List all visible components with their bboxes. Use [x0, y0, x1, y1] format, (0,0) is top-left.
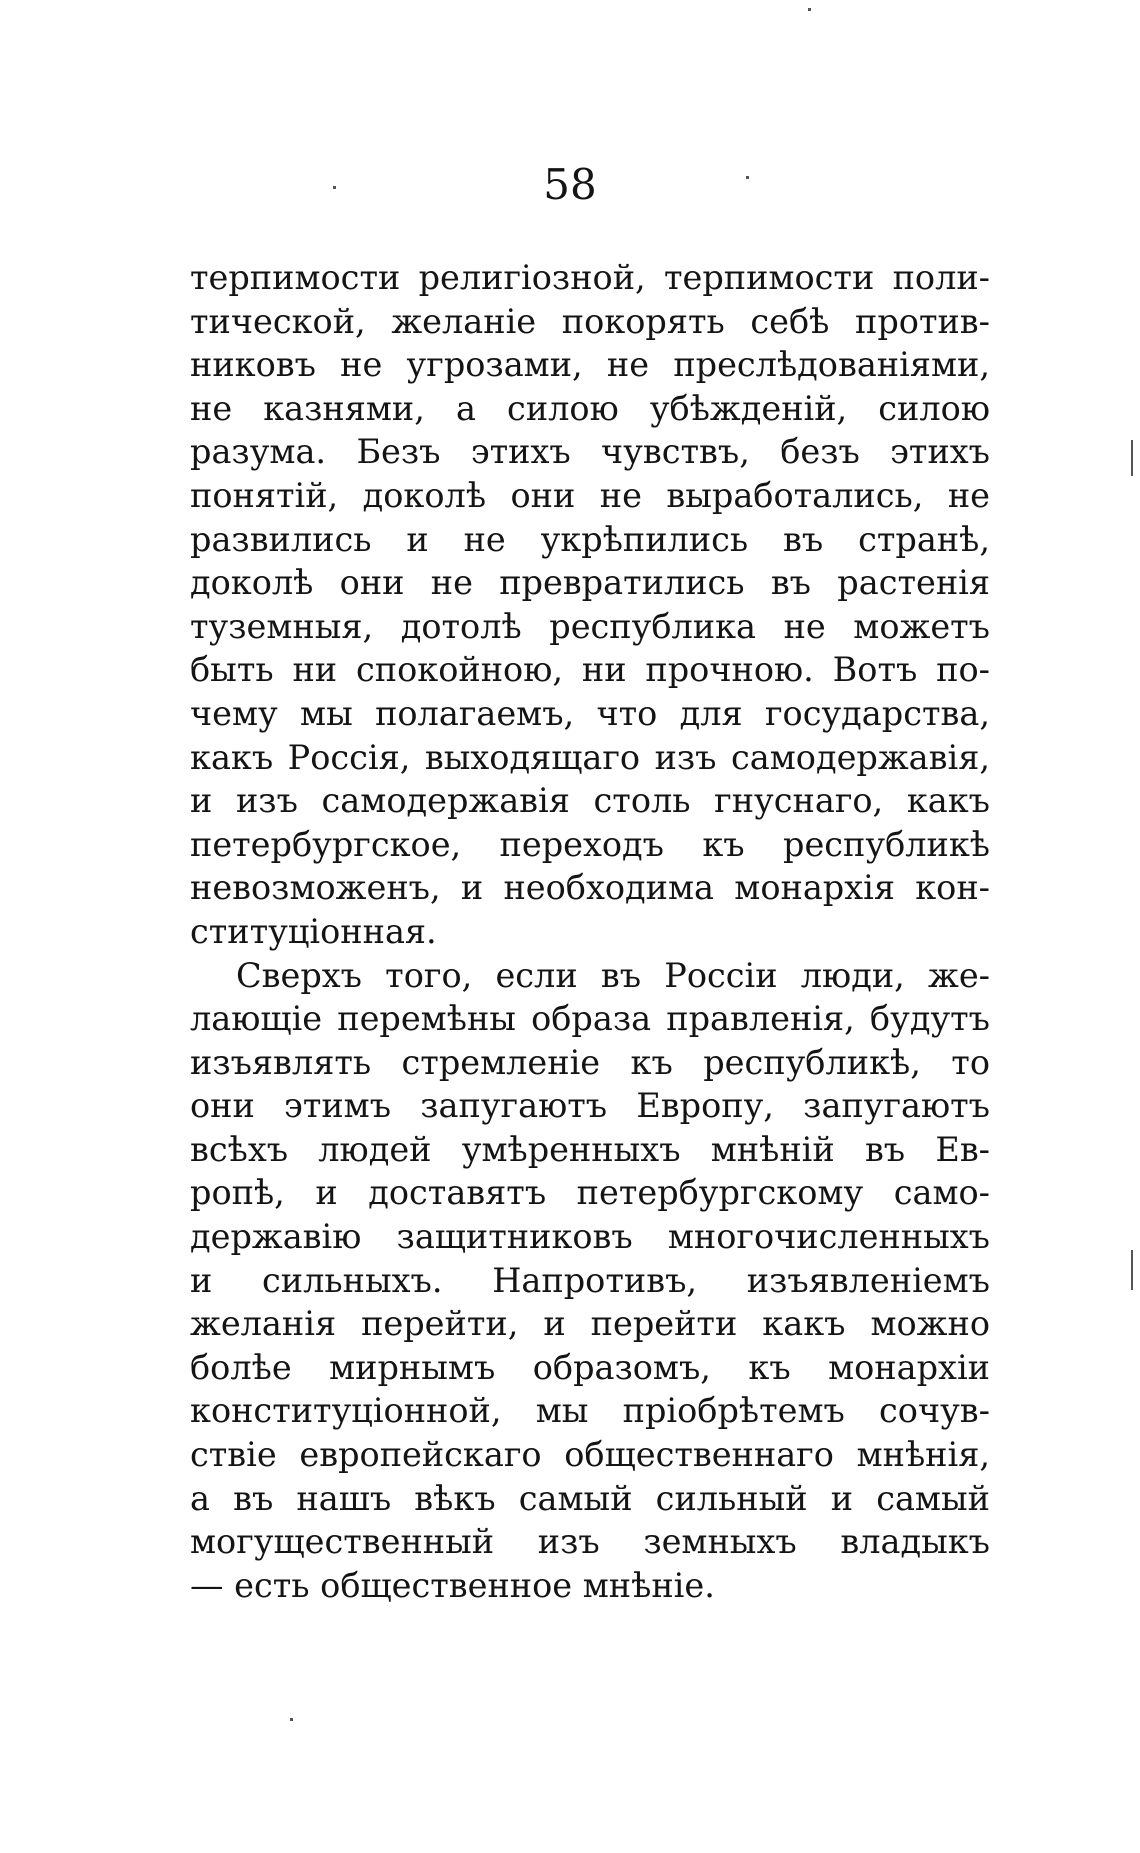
- text-line: державiю защитниковъ многочисленныхъ: [190, 1217, 990, 1257]
- text-line: понятiй, доколѣ они не выработались, не: [190, 475, 990, 515]
- text-line: чему мы полагаемъ, что для государства,: [190, 693, 990, 733]
- text-line: какъ Россiя, выходящаго изъ самодержавiя,: [190, 737, 990, 777]
- text-line: невозможенъ, и необходима монархiя кон-: [190, 868, 990, 908]
- scan-mark: [333, 186, 336, 189]
- text-line: могущественный изъ земныхъ владыкъ: [190, 1522, 990, 1562]
- text-line: туземныя, дотолѣ республика не можетъ: [190, 606, 990, 646]
- text-line: тической, желанiе покорять себѣ против-: [190, 301, 990, 341]
- scan-mark: [1131, 1250, 1133, 1290]
- text-line: ствiе европейскаго общественнаго мнѣнiя,: [190, 1435, 990, 1475]
- text-line: а въ нашъ вѣкъ самый сильный и самый: [190, 1478, 990, 1518]
- paragraph-1: [190, 256, 990, 954]
- text-line: они этимъ запугаютъ Европу, запугаютъ: [190, 1086, 990, 1126]
- page-number: 58: [543, 160, 597, 209]
- scan-mark: [808, 8, 811, 11]
- scan-mark: [290, 1718, 293, 1721]
- text-line: всѣхъ людей умѣренныхъ мнѣнiй въ Ев-: [190, 1129, 990, 1169]
- text-line: не казнями, а силою убѣжденiй, силою: [190, 388, 990, 428]
- text-line: изъявлять стремленiе къ республикѣ, то: [190, 1042, 990, 1082]
- text-line: ституцiонная.: [190, 911, 437, 951]
- text-line: — есть общественное мнѣнiе.: [190, 1565, 715, 1605]
- text-line: ропѣ, и доставятъ петербургскому само-: [190, 1173, 990, 1213]
- body-text: [190, 256, 990, 1607]
- text-line: никовъ не угрозами, не преслѣдованiями,: [190, 345, 990, 385]
- text-line: и сильныхъ. Напротивъ, изъявленiемъ: [190, 1260, 990, 1300]
- text-line: и изъ самодержавiя столь гнуснаго, какъ: [190, 781, 990, 821]
- text-line: петербургское, переходъ къ республикѣ: [190, 824, 990, 864]
- text-line: конституцiонной, мы прiобрѣтемъ сочув-: [190, 1391, 990, 1431]
- text-line: развились и не укрѣпились въ странѣ,: [190, 519, 990, 559]
- text-line: быть ни спокойною, ни прочною. Вотъ по-: [190, 650, 990, 690]
- text-line: лающiе перемѣны образа правленiя, будутъ: [190, 999, 990, 1039]
- scan-mark: [746, 176, 749, 179]
- text-line: терпимости религiозной, терпимости поли-: [190, 258, 990, 297]
- scan-mark: [1131, 440, 1133, 476]
- paragraph-2: [190, 954, 990, 1608]
- text-line: желанiя перейти, и перейти какъ можно: [190, 1304, 990, 1344]
- text-line: Сверхъ того, если въ Россiи люди, же-: [236, 955, 990, 995]
- text-line: разума. Безъ этихъ чувствъ, безъ этихъ: [190, 432, 990, 472]
- text-line: доколѣ они не превратились въ растенiя: [190, 563, 990, 603]
- text-line: болѣе мирнымъ образомъ, къ монархiи: [190, 1347, 990, 1387]
